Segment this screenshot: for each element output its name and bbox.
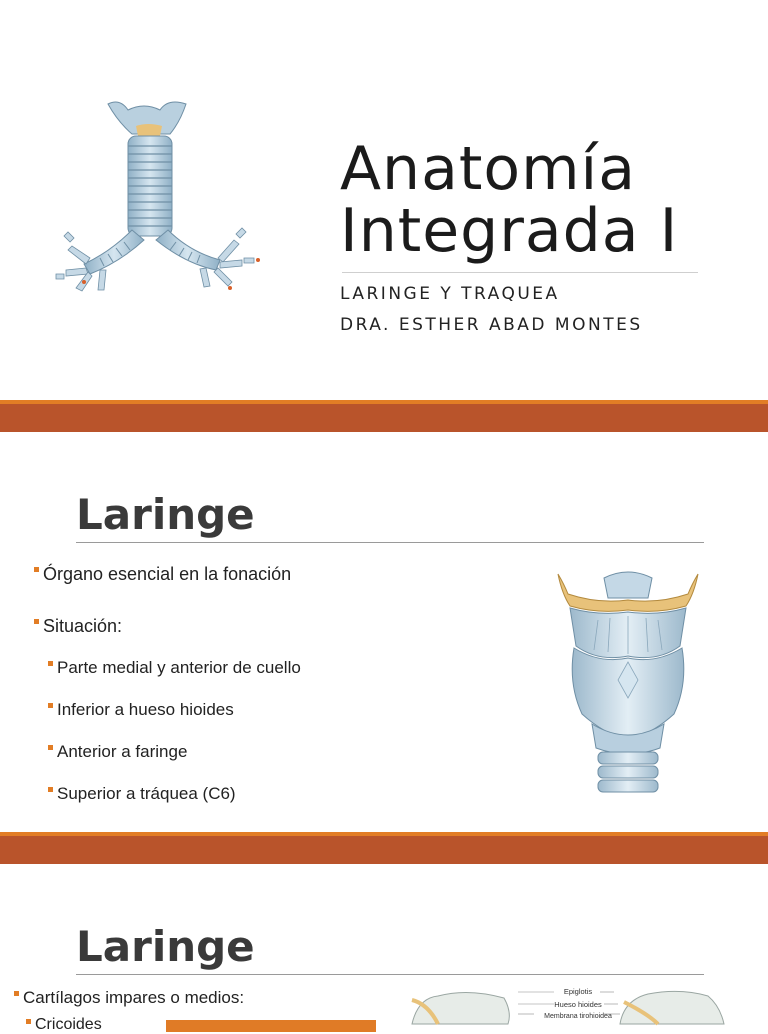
trachea-bronchi-illustration (40, 92, 280, 304)
list-item: Órgano esencial en la fonación (34, 564, 291, 585)
slide-heading: Laringe (76, 490, 255, 539)
bullet-marker (34, 619, 39, 624)
list-item: Parte medial y anterior de cuello (48, 658, 301, 678)
list-item: Superior a tráquea (C6) (48, 784, 236, 804)
slide-title-line-2: Integrada I (340, 196, 679, 266)
bullet-marker (34, 567, 39, 572)
list-item: Inferior a hueso hioides (48, 700, 234, 720)
list-item: Cricoides (26, 1016, 102, 1034)
subtitle-topic: LARINGE Y TRAQUEA (340, 284, 560, 304)
larynx-illustration (548, 564, 708, 804)
larynx-cartilages-slide (0, 864, 768, 1033)
heading-underline (76, 542, 704, 543)
list-item: Anterior a faringe (48, 742, 187, 762)
heading-underline (76, 974, 704, 975)
slide-title-line-1: Anatomía (340, 134, 636, 204)
subtitle-author: DRA. ESTHER ABAD MONTES (340, 315, 643, 335)
larynx-slide (0, 432, 768, 832)
highlight-bar (166, 1020, 376, 1032)
list-item: Situación: (34, 616, 122, 637)
slide-divider (0, 400, 768, 432)
slide-heading: Laringe (76, 922, 255, 971)
bullet-marker (26, 1019, 31, 1024)
title-slide (0, 0, 768, 400)
figure-label-hyoid: Hueso hioides (554, 1000, 602, 1009)
larynx-lateral-illustration (408, 984, 728, 1024)
bullet-marker (14, 991, 19, 996)
figure-label-membrane: Membrana tirohioidea (544, 1013, 612, 1020)
bullet-marker (48, 787, 53, 792)
slide-title (340, 134, 679, 266)
slide-divider (0, 832, 768, 864)
figure-label-epiglottis: Epiglotis (563, 987, 593, 996)
bullet-marker (48, 745, 53, 750)
list-item: Cartílagos impares o medios: (14, 988, 244, 1008)
bullet-marker (48, 661, 53, 666)
title-underline (342, 272, 698, 273)
bullet-marker (48, 703, 53, 708)
